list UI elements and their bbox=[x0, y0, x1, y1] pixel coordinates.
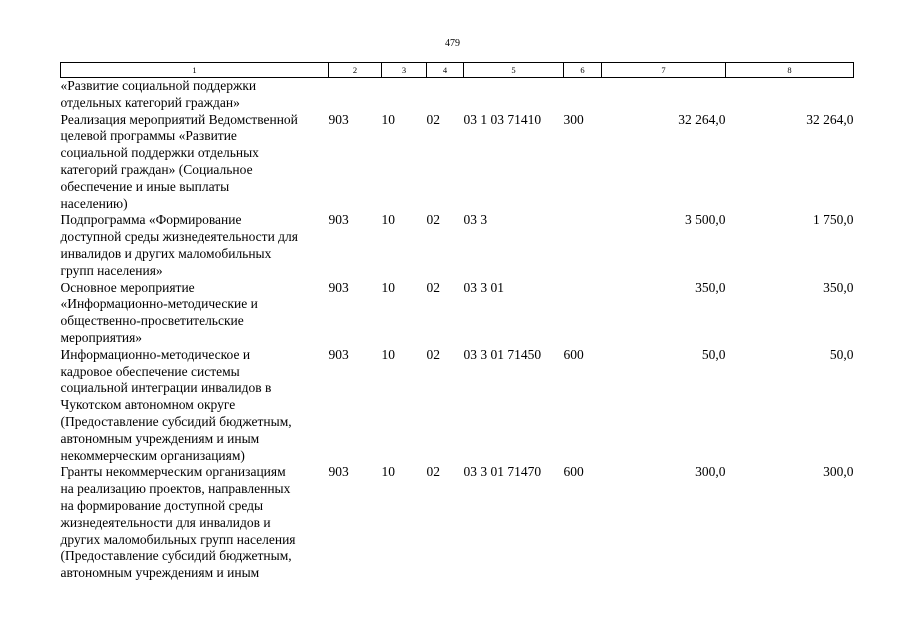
table-row bbox=[61, 212, 854, 279]
amount-col8-cell: 32 264,0 bbox=[806, 111, 854, 127]
row-name-line: (Предоставление субсидий бюджетным, bbox=[60, 548, 292, 564]
subsection-code-cell: 02 bbox=[426, 212, 440, 228]
section-code-cell bbox=[382, 78, 427, 112]
row-name-line: (Предоставление субсидий бюджетным, bbox=[60, 413, 292, 429]
amount-col8-cell: 1 750,0 bbox=[813, 212, 854, 228]
row-name-cell bbox=[61, 280, 329, 347]
row-name-line: жизнедеятельности для инвалидов и bbox=[60, 514, 271, 530]
row-name-line: «Развитие социальной поддержки bbox=[60, 78, 257, 93]
row-name-line: «Информационно-методические и bbox=[60, 296, 258, 312]
row-name-cell bbox=[61, 464, 329, 582]
row-name-line: социальной интеграции инвалидов в bbox=[60, 380, 272, 396]
amount-col8-cell bbox=[726, 78, 854, 112]
target-article-cell: 03 3 01 bbox=[463, 279, 504, 295]
row-name-line: общественно-просветительские bbox=[60, 313, 244, 329]
target-article-cell: 03 1 03 71410 bbox=[463, 111, 542, 127]
amount-col7-cell: 50,0 bbox=[701, 346, 726, 362]
amount-col7-cell: 32 264,0 bbox=[678, 111, 726, 127]
row-name-line: автономным учреждениям и иным bbox=[60, 430, 260, 446]
target-article-cell bbox=[464, 78, 564, 112]
row-name-line: социальной поддержки отдельных bbox=[60, 145, 259, 161]
target-article-cell: 03 3 01 71450 bbox=[463, 346, 542, 362]
section-code-cell: 10 bbox=[381, 212, 395, 228]
amount-col7-cell: 300,0 bbox=[695, 464, 726, 480]
row-name-line: инвалидов и других маломобильных bbox=[60, 245, 272, 261]
row-name-cell bbox=[61, 347, 329, 465]
row-name-line: целевой программы «Развитие bbox=[60, 128, 237, 144]
column-header-7: 7 bbox=[602, 63, 726, 78]
row-name-line: населению) bbox=[60, 195, 128, 211]
subsection-code-cell: 02 bbox=[426, 111, 440, 127]
row-name-line: кадровое обеспечение системы bbox=[60, 363, 240, 379]
amount-col7-cell: 350,0 bbox=[695, 279, 726, 295]
row-name-line: отдельных категорий граждан» bbox=[60, 94, 240, 110]
row-name-cell bbox=[61, 78, 329, 112]
department-code-cell: 903 bbox=[328, 464, 349, 480]
column-header-6: 6 bbox=[564, 63, 602, 78]
table-row bbox=[61, 464, 854, 582]
expense-type-cell: 600 bbox=[563, 346, 584, 362]
section-code-cell: 10 bbox=[381, 111, 395, 127]
column-header-row bbox=[61, 63, 854, 78]
department-code-cell: 903 bbox=[328, 111, 349, 127]
subsection-code-cell: 02 bbox=[426, 346, 440, 362]
row-name-line: категорий граждан» (Социальное bbox=[60, 161, 253, 177]
target-article-cell: 03 3 bbox=[463, 212, 488, 228]
table-row bbox=[61, 280, 854, 347]
row-name-line: обеспечение и иные выплаты bbox=[60, 178, 230, 194]
amount-col7-cell bbox=[602, 78, 726, 112]
subsection-code-cell: 02 bbox=[426, 464, 440, 480]
row-name-line: мероприятия» bbox=[60, 329, 143, 345]
expense-type-cell: 300 bbox=[563, 111, 584, 127]
column-header-8: 8 bbox=[726, 63, 854, 78]
amount-col8-cell: 350,0 bbox=[823, 279, 854, 295]
section-code-cell: 10 bbox=[381, 464, 395, 480]
row-name-line: Реализация мероприятий Ведомственной bbox=[60, 111, 298, 127]
row-name-line: Гранты некоммерческим организациям bbox=[60, 464, 286, 480]
column-header-4: 4 bbox=[427, 63, 464, 78]
amount-col8-cell: 50,0 bbox=[829, 346, 854, 362]
subsection-code-cell bbox=[427, 78, 464, 112]
department-code-cell: 903 bbox=[328, 279, 349, 295]
row-name-line: Информационно-методическое и bbox=[60, 346, 251, 362]
section-code-cell: 10 bbox=[381, 279, 395, 295]
expense-type-cell: 600 bbox=[563, 464, 584, 480]
department-code-cell bbox=[329, 78, 382, 112]
subsection-code-cell: 02 bbox=[426, 279, 440, 295]
expense-type-cell bbox=[564, 280, 602, 347]
department-code-cell: 903 bbox=[328, 212, 349, 228]
table-row bbox=[61, 112, 854, 213]
table-row bbox=[61, 347, 854, 465]
row-name-line: Основное мероприятие bbox=[60, 279, 195, 295]
page-number: 479 bbox=[445, 38, 460, 49]
target-article-cell: 03 3 01 71470 bbox=[463, 464, 542, 480]
column-header-3: 3 bbox=[382, 63, 427, 78]
column-header-2: 2 bbox=[329, 63, 382, 78]
row-name-line: автономным учреждениям и иным bbox=[60, 565, 260, 581]
amount-col8-cell: 300,0 bbox=[823, 464, 854, 480]
row-name-line: Чукотском автономном округе bbox=[60, 397, 236, 413]
row-name-cell bbox=[61, 212, 329, 279]
row-name-line: на формирование доступной среды bbox=[60, 497, 264, 513]
row-name-line: Подпрограмма «Формирование bbox=[60, 212, 242, 228]
department-code-cell: 903 bbox=[328, 346, 349, 362]
column-header-1: 1 bbox=[61, 63, 329, 78]
row-name-line: на реализацию проектов, направленных bbox=[60, 481, 291, 497]
row-name-line: других маломобильных групп населения bbox=[60, 531, 296, 547]
table-row bbox=[61, 78, 854, 112]
row-name-cell bbox=[61, 112, 329, 213]
expense-type-cell bbox=[564, 212, 602, 279]
amount-col7-cell: 3 500,0 bbox=[685, 212, 726, 228]
column-header-5: 5 bbox=[464, 63, 564, 78]
row-name-line: доступной среды жизнедеятельности для bbox=[60, 229, 298, 245]
row-name-line: некоммерческим организациям) bbox=[60, 447, 245, 463]
section-code-cell: 10 bbox=[381, 346, 395, 362]
expense-type-cell bbox=[564, 78, 602, 112]
budget-table bbox=[60, 62, 854, 582]
row-name-line: групп населения» bbox=[60, 262, 163, 278]
